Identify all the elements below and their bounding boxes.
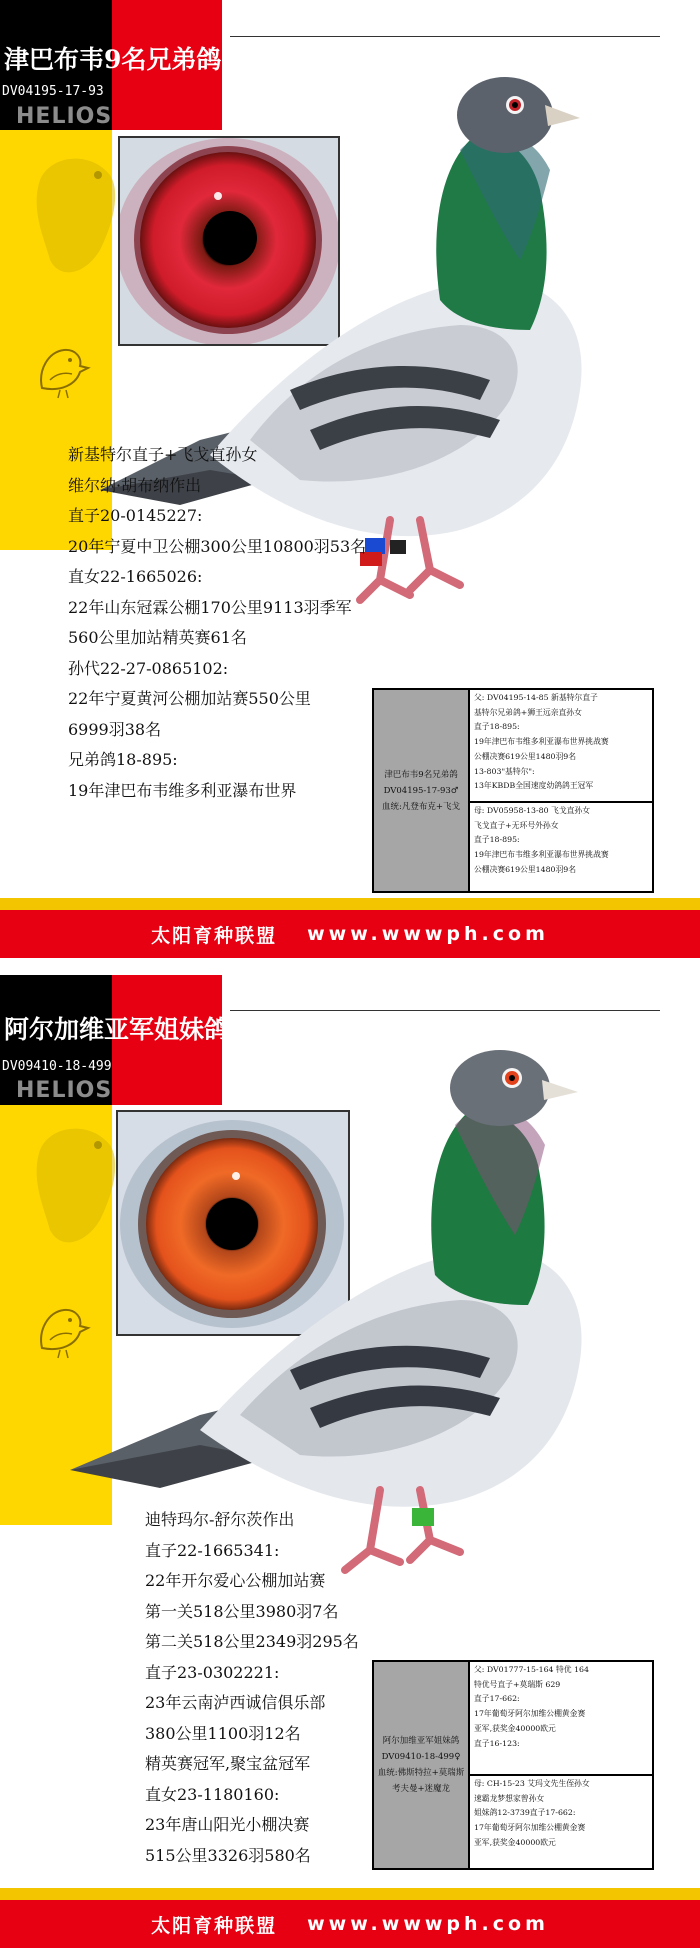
dam-line: 17年葡萄牙阿尔加维公棚黄金赛 (474, 1823, 586, 1833)
title-rule (230, 1010, 660, 1011)
sire-line: 亚军,获奖金40000欧元 (474, 1723, 556, 1733)
pedigree-subject-bloodline: 血统:凡登布克+飞戈 (382, 801, 460, 812)
dam-line: 19年津巴布韦维多利亚瀑布世界挑战赛 (474, 850, 609, 860)
sire-line: 17年葡萄牙阿尔加维公棚黄金赛 (474, 1709, 586, 1719)
pigeon-card-1 (0, 0, 700, 960)
description-line: 19年津巴布韦维多利亚瀑布世界 (68, 780, 297, 800)
pedigree-subject-name: 津巴布韦9名兄弟鸽 (384, 769, 458, 780)
pigeon-title: 津巴布韦9名兄弟鸽 (4, 45, 222, 74)
sire-line: 直子18-895: (474, 722, 520, 732)
description-line: 兄弟鸽18-895: (68, 750, 178, 769)
pedigree-subject-ring: DV04195-17-93♂ (383, 785, 459, 796)
description (68, 440, 366, 806)
pedigree-subject (374, 690, 470, 891)
description-line: 23年云南泸西诚信俱乐部 (145, 1693, 326, 1712)
banner-stripe (0, 1888, 700, 1900)
description-line: 直子20-0145227: (68, 506, 203, 525)
ring-number: DV04195-17-93 (2, 84, 104, 99)
sire-line: 父: DV01777-15-164 特优 164 (474, 1665, 589, 1674)
description-line: 直女23-1180160: (145, 1784, 280, 1804)
description-line: 第二关518公里2349羽295名 (145, 1632, 359, 1651)
description-line: 直子22-1665341: (145, 1540, 280, 1560)
dam-line: 速霸龙梦想家曾孙女 (474, 1793, 545, 1803)
banner-site: www.wwwph.com (307, 923, 549, 945)
description-line: 560公里加站精英赛61名 (68, 628, 247, 647)
description-line: 23年唐山阳光小棚决赛 (145, 1815, 310, 1834)
description-line: 20年宁夏中卫公棚300公里10800羽53名 (68, 536, 367, 556)
pedigree-sire (468, 690, 652, 795)
pedigree-table (372, 688, 654, 893)
sire-line: 直子17-662: (474, 1694, 520, 1704)
dam-line: 公棚决赛619公里1480羽9名 (474, 864, 577, 874)
banner (0, 1900, 700, 1948)
description-line: 维尔纳·胡布纳作出 (68, 475, 202, 495)
description-line: 精英赛冠军,聚宝盆冠军 (145, 1754, 311, 1773)
sire-line: 特优号直子+莫瑞斯 629 (474, 1679, 561, 1689)
watermark: HELIOS (16, 1078, 113, 1103)
sire-line: 直子16-123: (474, 1738, 520, 1748)
description-line: 380公里1100羽12名 (145, 1723, 301, 1743)
description-line: 直子23-0302221: (145, 1662, 280, 1682)
dam-line: 亚军,获奖金40000欧元 (474, 1837, 556, 1847)
sire-line: 公棚决赛619公里1480羽9名 (474, 751, 577, 761)
banner-text: 太阳育种联盟 (151, 1914, 278, 1937)
banner-site: www.wwwph.com (307, 1913, 549, 1935)
pedigree-subject-bloodline: 血统:佛斯特拉+莫瑞斯 (377, 1768, 465, 1778)
pedigree-dam (468, 803, 652, 879)
description-line: 新基特尔直子+飞戈直孙女 (68, 445, 258, 464)
description-line: 22年宁夏黄河公棚加站赛550公里 (68, 689, 311, 708)
banner (0, 910, 700, 958)
pigeon-photo (50, 1040, 670, 1640)
pedigree-table (372, 1660, 654, 1870)
pedigree-subject-bloodline: 考夫曼+迷魔龙 (391, 1784, 451, 1794)
dam-line: 飞戈直子+无环号外孙女 (474, 820, 559, 830)
description-line: 直女22-1665026: (68, 567, 203, 586)
description (145, 1505, 359, 1871)
pedigree-dam (468, 1776, 652, 1852)
description-line: 22年山东冠霖公棚170公里9113羽季军 (68, 597, 352, 617)
sire-line: 父: DV04195-14-85 新基特尔直子 (474, 693, 598, 702)
description-line: 孙代22-27-0865102: (68, 658, 229, 678)
description-line: 22年开尔爱心公棚加站赛 (145, 1571, 326, 1590)
dam-line: 母: DV05958-13-80 飞戈直孙女 (474, 806, 591, 815)
banner-stripe (0, 898, 700, 910)
description-line: 515公里3326羽580名 (145, 1845, 311, 1865)
description-line: 迪特玛尔-舒尔茨作出 (145, 1510, 295, 1529)
description-line: 6999羽38名 (68, 719, 162, 739)
pedigree-sire (468, 1662, 652, 1752)
pedigree-subject-ring: DV09410-18-499♀ (381, 1752, 461, 1762)
dam-line: 母: CH-15-23 艾玛文先生侄孙女 (474, 1779, 590, 1788)
pedigree-subject (374, 1662, 470, 1868)
title-rule (230, 36, 660, 37)
description-line: 第一关518公里3980羽7名 (145, 1601, 339, 1621)
watermark: HELIOS (16, 104, 113, 129)
dam-line: 直子18-895: (474, 835, 520, 845)
sire-line: 19年津巴布韦维多利亚瀑布世界挑战赛 (474, 737, 609, 747)
sire-line: 13年KBDB全国速度幼鸽鸽王冠军 (474, 781, 594, 791)
banner-text: 太阳育种联盟 (151, 924, 278, 947)
pedigree-subject-name: 阿尔加维亚军姐妹鸽 (382, 1736, 460, 1746)
pigeon-title: 阿尔加维亚军姐妹鸽 (4, 1015, 230, 1044)
dam-line: 姐妹鸽12-3739直子17-662: (474, 1808, 576, 1818)
sire-line: 基特尔兄弟鸽+狮王远亲直孙女 (474, 707, 582, 717)
ring-number: DV09410-18-499 (2, 1059, 112, 1074)
sire-line: 13-803"基特尔": (474, 766, 535, 776)
pigeon-card-2 (0, 960, 700, 1950)
